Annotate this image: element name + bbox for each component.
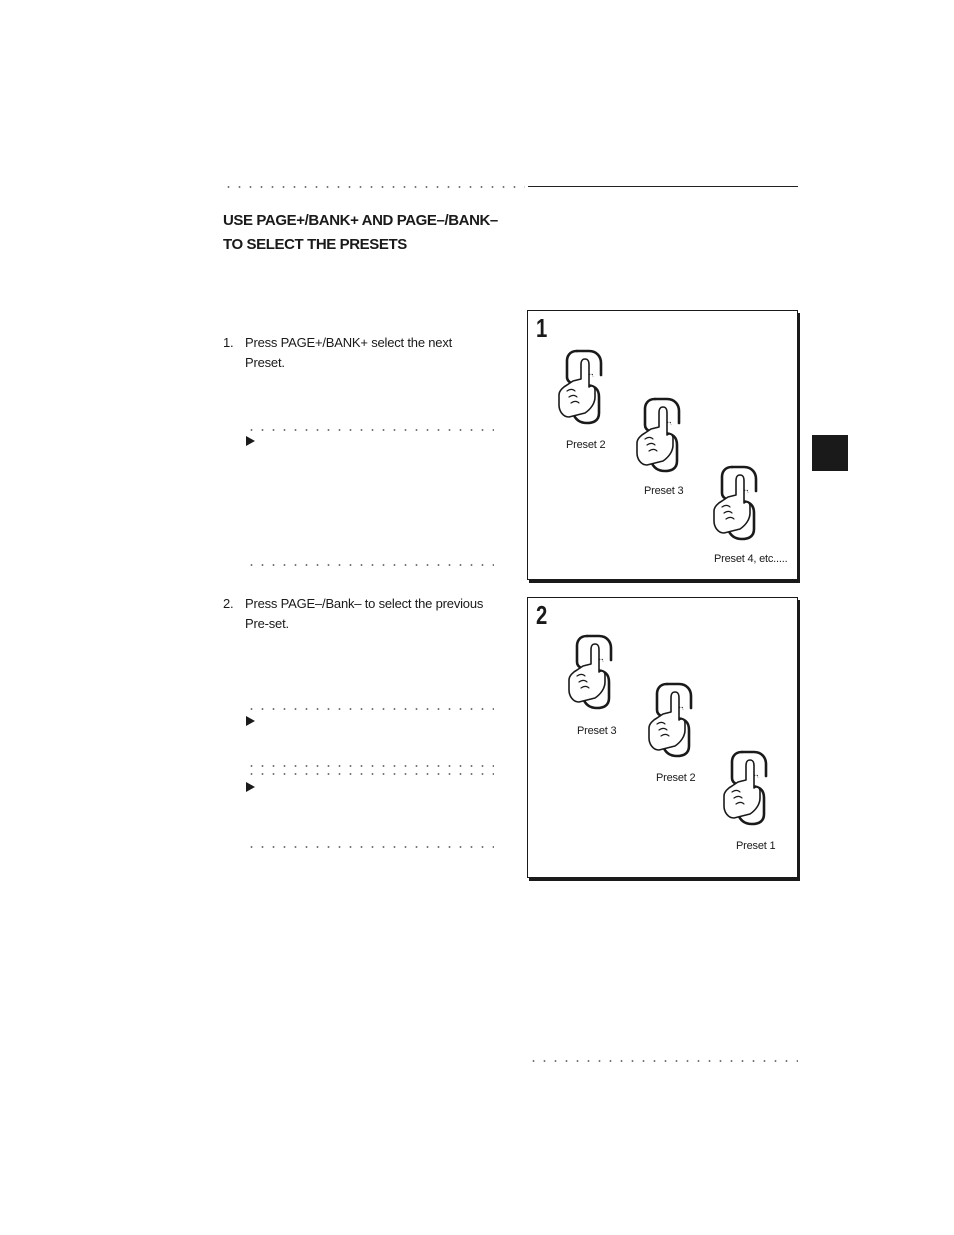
top-solid-rule xyxy=(528,186,798,187)
step-1 xyxy=(223,333,495,373)
finger-press-icon xyxy=(720,748,780,828)
note-1-top-rule xyxy=(246,429,494,431)
illustration-panel-1 xyxy=(527,310,798,580)
note-3-bottom-rule xyxy=(246,846,494,848)
finger-press-icon xyxy=(565,632,625,712)
heading-line-2: TO SELECT THE PRESETS xyxy=(223,236,407,253)
illustration-panel-2 xyxy=(527,597,798,878)
step-2-text: Press PAGE–/Bank– to select the previous Pre-set. xyxy=(245,596,484,631)
finger-press-icon xyxy=(645,680,705,760)
step-2-number: 2. xyxy=(223,596,234,611)
heading-line-1: USE PAGE+/BANK+ AND PAGE–/BANK– xyxy=(223,212,498,229)
finger-press-icon xyxy=(710,463,770,543)
step-2 xyxy=(223,594,495,634)
panel-2-caption-2: Preset 2 xyxy=(656,772,696,784)
section-heading xyxy=(223,209,513,257)
chapter-tab xyxy=(812,435,848,471)
note-2-divider-rule-a xyxy=(246,765,494,767)
note-2-top-rule xyxy=(246,708,494,710)
note-1-arrow-icon xyxy=(246,436,255,446)
panel-1-caption-3: Preset 4, etc..... xyxy=(714,553,788,565)
note-3-arrow-icon xyxy=(246,782,255,792)
panel-1-caption-1: Preset 2 xyxy=(566,439,606,451)
top-dotted-rule xyxy=(223,186,525,188)
panel-1-label: 1 xyxy=(536,313,548,343)
panel-2-caption-1: Preset 3 xyxy=(577,725,617,737)
panel-2-caption-3: Preset 1 xyxy=(736,840,776,852)
panel-1-caption-2: Preset 3 xyxy=(644,485,684,497)
bottom-dotted-rule xyxy=(528,1060,798,1062)
finger-press-icon xyxy=(555,347,615,427)
step-1-text: Press PAGE+/BANK+ select the next Preset. xyxy=(245,335,453,370)
note-2-arrow-icon xyxy=(246,716,255,726)
panel-2-label: 2 xyxy=(536,600,548,630)
note-2-divider-rule-b xyxy=(246,773,494,775)
step-1-number: 1. xyxy=(223,335,234,350)
note-1-bottom-rule xyxy=(246,564,494,566)
finger-press-icon xyxy=(633,395,693,475)
